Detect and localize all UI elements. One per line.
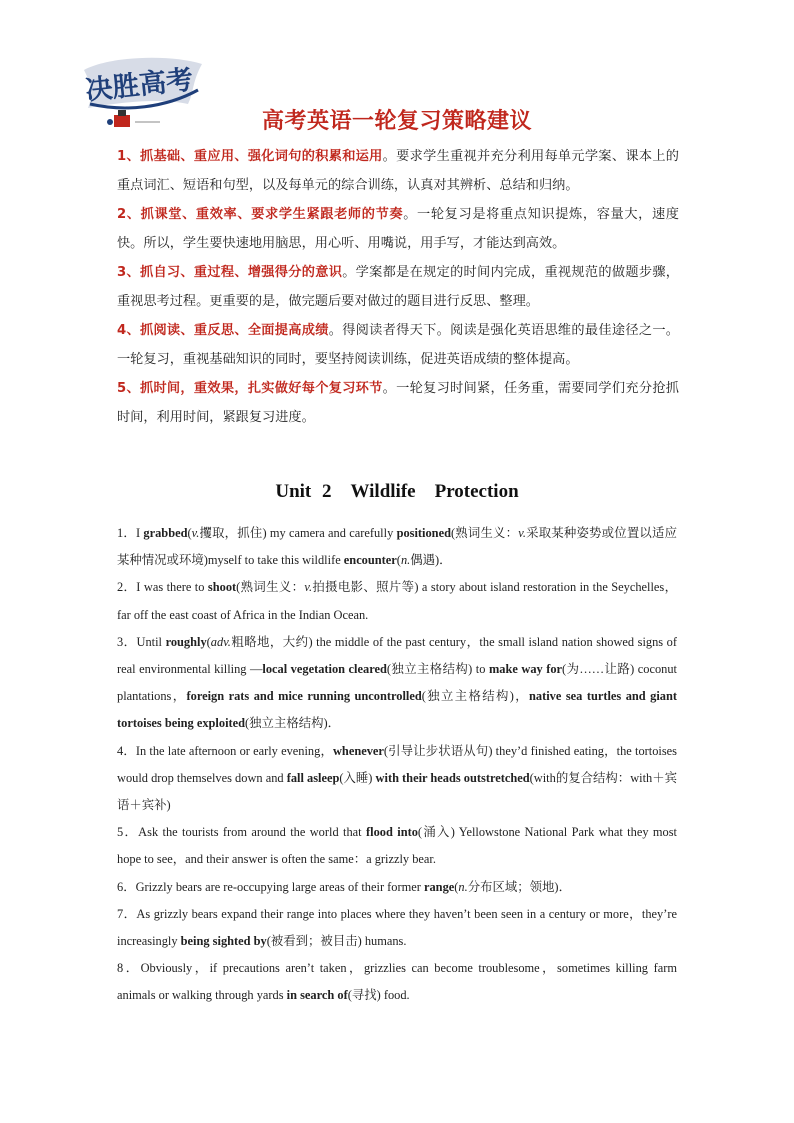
sentence-item: 7．As grizzly bears expand their range into places where they haven’t been seen in a century or more，they’re increasingly being sighted by(被看到；被目击) humans. [117,906,677,949]
strategy-item [117,316,679,374]
strategy-body: 。一轮复习是将重点知识提炼，容量大，速度快。所以，学生要快速地用脑思，用心听、用嘴说，用手写，才能达到高效。 [117,207,679,251]
strategy-heading: 2、抓课堂、重效率、要求学生紧跟老师的节奏 [117,207,404,222]
page-title: 高考英语一轮复习策略建议 [261,109,532,134]
sentence-list [117,520,677,1010]
strategy-body: 。得阅读者得天下。阅读是强化英语思维的最佳途径之一。一轮复习，重视基础知识的同时，要坚持阅读训练，促进英语成绩的整体提高。 [117,323,679,367]
sentence-item: 3．Until roughly(adv.粗略地，大约) the middle of the past century，the small island nation showed signs of real environmental killing —local vegetation cleared(独立主格结构) to make way for(为……让路) coconut plantations，foreign rats and mice running uncontrolled(独立主格结构)，native sea turtles and giant tortoises being exploited(独立主格结构)． [117,634,678,731]
strategy-heading: 1、抓基础、重应用、强化词句的积累和运用 [117,149,383,164]
strategy-body: 。要求学生重视并充分利用每单元学案、课本上的重点词汇、短语和句型，以及每单元的综合训练，认真对其辨析、总结和归纳。 [117,149,679,193]
strategy-item [117,258,679,316]
strategy-heading: 3、抓自习、重过程、增强得分的意识 [117,265,343,280]
strategy-list [117,142,679,432]
sentence-item: 4．In the late afternoon or early evening，whenever(引导让步状语从句) they’d finished eating，the tortoises would drop themselves down and fall asleep(入睡) with their heads outstretched(with的复合结构：with＋宾语＋宾补) [117,743,678,813]
unit-title: Unit 2 Wildlife Protection [275,481,519,502]
sentence-item: 6．Grizzly bears are re-occupying large areas of their former range(n.分布区域；领地)． [117,879,571,894]
logo-text: 决胜高考 [83,64,195,107]
sentence-item: 2．I was there to shoot(熟词生义：v.拍摄电影、照片等) a story about island restoration in the Seychelles，far off the east coast of Africa in the Indian Ocean. [117,580,677,622]
strategy-body: 。学案都是在规定的时间内完成，重视规范的做题步骤，重视思考过程。更重要的是，做完题后要对做过的题目进行反思、整理。 [117,265,679,309]
strategy-item [117,200,679,258]
sentence-item: 1．I grabbed(v.攫取，抓住) my camera and carefully positioned(熟词生义：v.采取某种姿势或位置以适应某种情况或环境)myself to take this wildlife encounter(n.偶遇)． [117,526,677,568]
strategy-item [117,142,679,200]
sentence-item: 5．Ask the tourists from around the world that flood into(涌入) Yellowstone National Park what they most hope to see，and their answer is often the same：a grizzly bear. [117,825,678,867]
strategy-heading: 4、抓阅读、重反思、全面提高成绩 [117,323,329,338]
strategy-item [117,374,679,432]
sentence-item: 8．Obviously，if precautions aren’t taken，grizzlies can become troublesome，sometimes killing farm animals or walking through yards in search of(寻找) food. [117,961,677,1003]
strategy-body: 。一轮复习时间紧，任务重，需要同学们充分抢抓时间，利用时间，紧跟复习进度。 [117,381,679,425]
strategy-heading: 5、抓时间，重效果，扎实做好每个复习环节 [117,381,383,396]
